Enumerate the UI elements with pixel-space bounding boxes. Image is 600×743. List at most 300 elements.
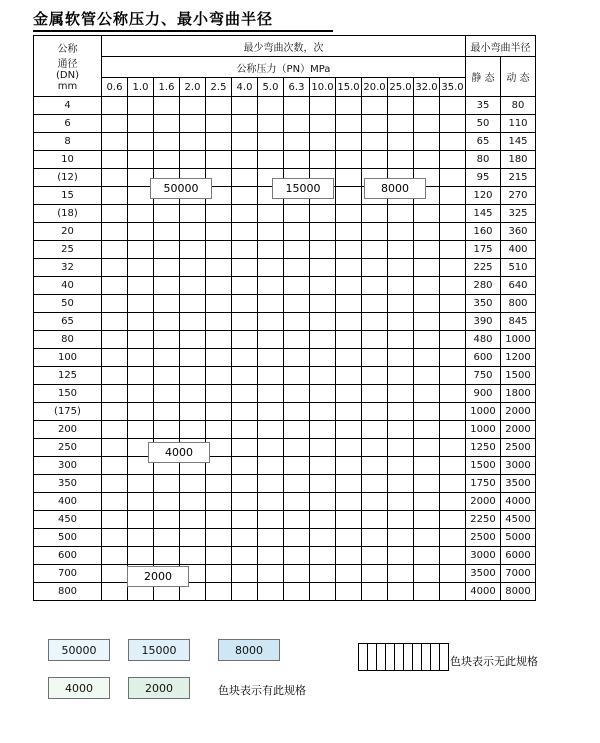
availability-cell [102,439,128,457]
dn-value: 50 [34,295,102,313]
availability-cell [362,367,388,385]
availability-cell [362,151,388,169]
availability-cell [180,115,206,133]
dynamic-radius-value: 270 [501,187,536,205]
dynamic-radius-value: 1200 [501,349,536,367]
availability-cell [388,475,414,493]
pressure-col-header: 20.0 [362,78,388,97]
callout-8000: 8000 [364,178,426,199]
availability-cell [232,349,258,367]
availability-cell [154,331,180,349]
availability-cell [362,349,388,367]
availability-cell [284,511,310,529]
availability-cell [258,547,284,565]
availability-cell [336,97,362,115]
availability-cell [102,529,128,547]
availability-cell [128,205,154,223]
availability-cell [362,241,388,259]
table-row [34,385,536,403]
availability-cell [102,259,128,277]
bend-radius-header: 最小弯曲半径 [466,36,536,57]
availability-cell [180,547,206,565]
availability-cell [128,295,154,313]
static-radius-value: 160 [466,223,501,241]
dn-value: 200 [34,421,102,439]
availability-cell [336,493,362,511]
availability-cell [362,583,388,601]
dn-value: 20 [34,223,102,241]
availability-cell [336,223,362,241]
availability-cell [440,367,466,385]
legend-blank-note: 色块表示无此规格 [450,655,538,668]
table-row [34,277,536,295]
static-radius-value: 390 [466,313,501,331]
table-row [34,547,536,565]
availability-cell [362,295,388,313]
availability-cell [232,439,258,457]
static-radius-value: 3000 [466,547,501,565]
availability-cell [440,385,466,403]
availability-cell [102,385,128,403]
static-radius-value: 1500 [466,457,501,475]
dynamic-radius-value: 2000 [501,421,536,439]
table-row [34,151,536,169]
swatch-cell [422,644,431,671]
availability-cell [388,511,414,529]
availability-cell [310,241,336,259]
availability-cell [232,313,258,331]
dn-value: 450 [34,511,102,529]
availability-cell [206,133,232,151]
availability-cell [258,241,284,259]
availability-cell [414,205,440,223]
header-row-3 [34,78,536,97]
availability-cell [388,493,414,511]
availability-cell [128,151,154,169]
availability-cell [232,493,258,511]
availability-cell [310,223,336,241]
pressure-col-header: 1.6 [154,78,180,97]
availability-cell [362,529,388,547]
availability-cell [284,529,310,547]
availability-cell [440,277,466,295]
availability-cell [336,115,362,133]
availability-cell [128,349,154,367]
availability-cell [232,133,258,151]
availability-cell [310,439,336,457]
availability-cell [440,97,466,115]
availability-cell [362,97,388,115]
availability-cell [258,385,284,403]
title-underline [33,30,333,32]
dn-value: 65 [34,313,102,331]
availability-cell [102,223,128,241]
availability-cell [206,223,232,241]
availability-cell [362,223,388,241]
availability-cell [154,367,180,385]
availability-cell [414,583,440,601]
availability-cell [388,205,414,223]
static-radius-value: 2500 [466,529,501,547]
availability-cell [102,313,128,331]
static-radius-value: 4000 [466,583,501,601]
availability-cell [284,241,310,259]
availability-cell [440,565,466,583]
dynamic-radius-value: 8000 [501,583,536,601]
availability-cell [180,295,206,313]
availability-cell [336,349,362,367]
availability-cell [284,133,310,151]
dynamic-header: 动 态 [501,57,536,97]
availability-cell [154,475,180,493]
availability-cell [128,241,154,259]
availability-cell [180,313,206,331]
availability-cell [362,457,388,475]
static-radius-value: 80 [466,151,501,169]
availability-cell [232,475,258,493]
availability-cell [284,97,310,115]
dn-header-line-1: 公称 [57,44,78,55]
availability-cell [284,421,310,439]
availability-cell [310,331,336,349]
availability-cell [388,457,414,475]
availability-cell [310,421,336,439]
availability-cell [362,313,388,331]
availability-cell [180,493,206,511]
availability-cell [154,547,180,565]
availability-cell [128,511,154,529]
swatch-cell [386,644,395,671]
availability-cell [362,331,388,349]
dynamic-radius-value: 6000 [501,547,536,565]
dn-value: 100 [34,349,102,367]
dynamic-radius-value: 1000 [501,331,536,349]
availability-cell [336,457,362,475]
availability-cell [258,511,284,529]
availability-cell [154,511,180,529]
availability-cell [440,475,466,493]
availability-cell [336,385,362,403]
availability-cell [206,493,232,511]
availability-cell [336,529,362,547]
availability-cell [388,385,414,403]
availability-cell [232,529,258,547]
availability-cell [284,259,310,277]
availability-cell [388,295,414,313]
availability-cell [128,529,154,547]
availability-cell [440,421,466,439]
dn-value: 600 [34,547,102,565]
availability-cell [154,493,180,511]
dynamic-radius-value: 4000 [501,493,536,511]
availability-cell [440,547,466,565]
availability-cell [258,475,284,493]
dn-value: 800 [34,583,102,601]
table-row [34,241,536,259]
legend-blank-swatch [358,643,449,671]
availability-cell [440,205,466,223]
static-radius-value: 35 [466,97,501,115]
availability-cell [414,493,440,511]
availability-cell [388,349,414,367]
pressure-col-header: 32.0 [414,78,440,97]
availability-cell [232,115,258,133]
availability-cell [414,421,440,439]
dn-value: (12) [34,169,102,187]
availability-cell [180,421,206,439]
availability-cell [284,295,310,313]
availability-cell [284,151,310,169]
availability-cell [258,205,284,223]
availability-cell [310,511,336,529]
pressure-col-header: 2.0 [180,78,206,97]
availability-cell [414,457,440,475]
availability-cell [440,133,466,151]
availability-cell [362,439,388,457]
legend-color-note: 色块表示有此规格 [218,684,306,697]
availability-cell [232,385,258,403]
availability-cell [310,403,336,421]
static-radius-value: 50 [466,115,501,133]
availability-cell [310,493,336,511]
swatch-cell [431,644,440,671]
availability-cell [154,241,180,259]
availability-cell [258,277,284,295]
availability-cell [154,277,180,295]
dynamic-radius-value: 4500 [501,511,536,529]
availability-cell [336,331,362,349]
table-row [34,421,536,439]
table-row [34,511,536,529]
table-row [34,565,536,583]
availability-cell [284,223,310,241]
availability-cell [336,421,362,439]
availability-cell [258,115,284,133]
availability-cell [310,565,336,583]
availability-cell [102,151,128,169]
static-radius-value: 2250 [466,511,501,529]
availability-cell [128,313,154,331]
availability-cell [258,349,284,367]
availability-cell [284,457,310,475]
availability-cell [232,241,258,259]
availability-cell [180,511,206,529]
availability-cell [180,133,206,151]
availability-cell [258,223,284,241]
availability-cell [102,277,128,295]
availability-cell [102,187,128,205]
dn-value: (175) [34,403,102,421]
availability-cell [336,313,362,331]
callout-4000: 4000 [148,442,210,463]
dynamic-radius-value: 7000 [501,565,536,583]
availability-cell [284,565,310,583]
availability-cell [102,295,128,313]
availability-cell [180,223,206,241]
availability-cell [336,583,362,601]
dn-header-cell [34,36,102,97]
table-row [34,259,536,277]
dn-value: 350 [34,475,102,493]
availability-cell [128,421,154,439]
availability-cell [284,367,310,385]
availability-cell [102,583,128,601]
availability-cell [414,349,440,367]
availability-cell [232,457,258,475]
availability-cell [258,367,284,385]
availability-cell [388,241,414,259]
dynamic-radius-value: 5000 [501,529,536,547]
dn-value: 150 [34,385,102,403]
availability-cell [102,565,128,583]
pressure-col-header: 4.0 [232,78,258,97]
availability-cell [232,583,258,601]
dynamic-radius-value: 640 [501,277,536,295]
table-body [34,97,536,601]
dn-header-line-3: (DN) [56,70,79,81]
dn-value: 700 [34,565,102,583]
availability-cell [128,277,154,295]
availability-cell [362,475,388,493]
availability-cell [310,349,336,367]
availability-cell [232,277,258,295]
availability-cell [440,259,466,277]
static-radius-value: 175 [466,241,501,259]
availability-cell [232,547,258,565]
availability-cell [362,547,388,565]
availability-cell [258,133,284,151]
availability-cell [388,367,414,385]
availability-cell [206,151,232,169]
availability-cell [284,385,310,403]
dynamic-radius-value: 845 [501,313,536,331]
availability-cell [180,331,206,349]
availability-cell [414,115,440,133]
availability-cell [440,457,466,475]
availability-cell [258,439,284,457]
availability-cell [388,547,414,565]
availability-cell [414,313,440,331]
availability-cell [440,295,466,313]
availability-cell [440,313,466,331]
dynamic-radius-value: 80 [501,97,536,115]
table-row [34,403,536,421]
availability-cell [102,115,128,133]
table-row [34,223,536,241]
availability-cell [154,313,180,331]
availability-cell [362,115,388,133]
availability-cell [388,313,414,331]
availability-cell [154,421,180,439]
static-radius-value: 225 [466,259,501,277]
static-radius-value: 120 [466,187,501,205]
pressure-col-header: 35.0 [440,78,466,97]
availability-cell [414,259,440,277]
dn-value: 500 [34,529,102,547]
availability-cell [440,241,466,259]
availability-cell [258,151,284,169]
table-row [34,331,536,349]
static-radius-value: 1750 [466,475,501,493]
availability-cell [388,565,414,583]
dn-value: 4 [34,97,102,115]
availability-cell [440,529,466,547]
availability-cell [414,529,440,547]
dynamic-radius-value: 2500 [501,439,536,457]
availability-cell [206,205,232,223]
static-radius-value: 2000 [466,493,501,511]
availability-cell [414,565,440,583]
availability-cell [154,97,180,115]
availability-cell [258,457,284,475]
availability-cell [102,421,128,439]
availability-cell [388,421,414,439]
availability-cell [336,241,362,259]
availability-cell [232,151,258,169]
availability-cell [284,349,310,367]
availability-cell [154,385,180,403]
availability-cell [232,97,258,115]
availability-cell [414,367,440,385]
availability-cell [206,259,232,277]
availability-cell [414,223,440,241]
availability-cell [362,205,388,223]
availability-cell [154,223,180,241]
availability-cell [154,259,180,277]
availability-cell [362,493,388,511]
availability-cell [180,349,206,367]
availability-cell [232,169,258,187]
pressure-col-header: 1.0 [128,78,154,97]
availability-cell [180,277,206,295]
availability-cell [310,115,336,133]
availability-cell [336,205,362,223]
availability-cell [102,349,128,367]
availability-cell [258,403,284,421]
availability-cell [102,547,128,565]
availability-cell [102,475,128,493]
availability-cell [310,151,336,169]
pressure-col-header: 2.5 [206,78,232,97]
availability-cell [362,277,388,295]
availability-cell [440,223,466,241]
availability-cell [258,97,284,115]
static-radius-value: 350 [466,295,501,313]
table-row [34,205,536,223]
availability-cell [336,367,362,385]
availability-cell [440,169,466,187]
table-row [34,295,536,313]
availability-cell [154,295,180,313]
availability-cell [206,511,232,529]
dn-value: 125 [34,367,102,385]
static-radius-value: 480 [466,331,501,349]
availability-cell [310,205,336,223]
pressure-col-header: 10.0 [310,78,336,97]
dn-value: 400 [34,493,102,511]
static-radius-value: 95 [466,169,501,187]
availability-cell [180,367,206,385]
availability-cell [440,403,466,421]
dn-value: 300 [34,457,102,475]
availability-cell [440,187,466,205]
table-row [34,97,536,115]
pressure-col-header: 25.0 [388,78,414,97]
availability-cell [284,583,310,601]
availability-cell [284,277,310,295]
static-radius-value: 600 [466,349,501,367]
table-row [34,439,536,457]
